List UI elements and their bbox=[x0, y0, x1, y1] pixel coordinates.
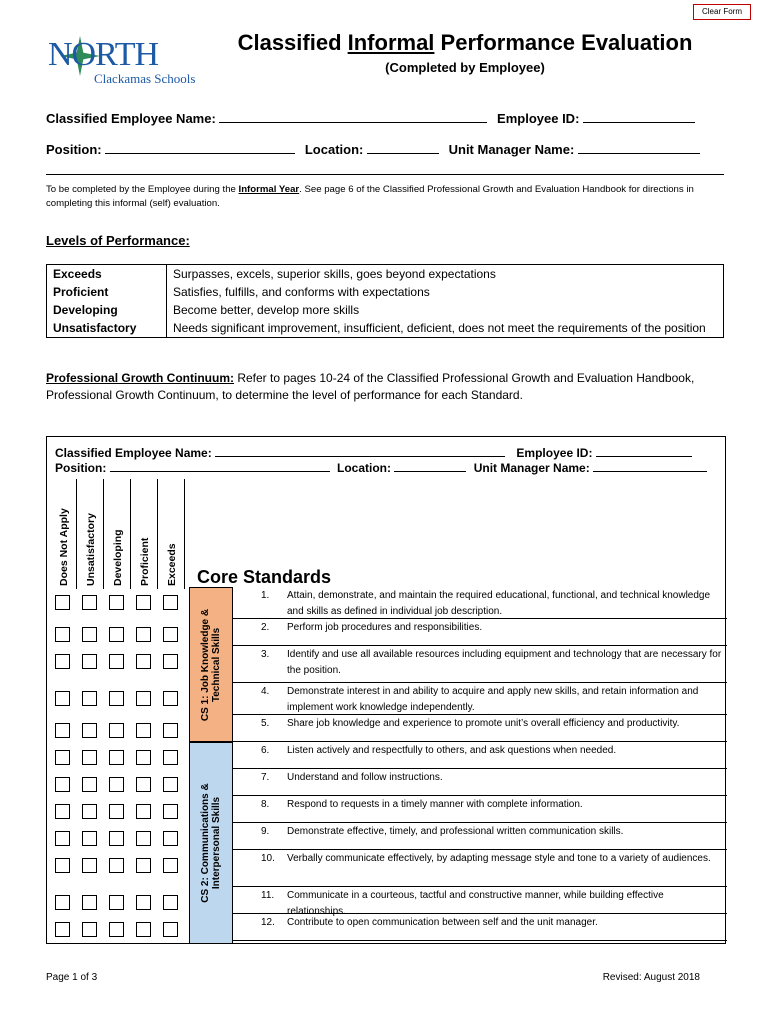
col-proficient: Proficient bbox=[131, 479, 158, 589]
instructions: To be completed by the Employee during the Informal Year. See page 6 of the Classified Professional Growth and Evaluation Handbook for directions in completing this informal (self) evaluation. bbox=[46, 184, 694, 209]
page-subtitle: (Completed by Employee) bbox=[385, 60, 545, 75]
standard-number: 5. bbox=[261, 718, 270, 729]
checkbox-developing[interactable] bbox=[109, 750, 124, 765]
divider bbox=[46, 174, 724, 175]
standard-number: 4. bbox=[261, 686, 270, 697]
rating-row bbox=[47, 915, 187, 942]
level-name: Developing bbox=[47, 301, 167, 319]
level-desc: Surpasses, excels, superior skills, goes beyond expectations bbox=[173, 267, 496, 281]
checkbox-proficient[interactable] bbox=[136, 831, 151, 846]
standard-text: Share job knowledge and experience to promote unit’s overall efficiency and productivity. bbox=[287, 718, 680, 729]
checkbox-unsatisfactory[interactable] bbox=[82, 750, 97, 765]
checkbox-proficient[interactable] bbox=[136, 922, 151, 937]
checkbox-exceeds[interactable] bbox=[163, 858, 178, 873]
employee-name-field[interactable] bbox=[219, 111, 487, 123]
checkbox-unsatisfactory[interactable] bbox=[82, 777, 97, 792]
rating-row bbox=[47, 851, 187, 878]
standard-number: 1. bbox=[261, 590, 270, 601]
checkbox-proficient[interactable] bbox=[136, 627, 151, 642]
rating-row bbox=[47, 684, 187, 711]
checkbox-does-not-apply[interactable] bbox=[55, 691, 70, 706]
checkbox-unsatisfactory[interactable] bbox=[82, 858, 97, 873]
standard-text: Identify and use all available resources including equipment and technology that are necessary for the position. bbox=[287, 649, 722, 676]
checkbox-proficient[interactable] bbox=[136, 804, 151, 819]
standard-number: 9. bbox=[261, 826, 270, 837]
checkbox-proficient[interactable] bbox=[136, 895, 151, 910]
checkbox-proficient[interactable] bbox=[136, 691, 151, 706]
checkbox-unsatisfactory[interactable] bbox=[82, 595, 97, 610]
core-standards-title: Core Standards bbox=[197, 567, 332, 587]
col-exceeds: Exceeds bbox=[158, 479, 185, 589]
checkbox-proficient[interactable] bbox=[136, 858, 151, 873]
col-does-not-apply: Does Not Apply bbox=[50, 479, 77, 589]
header-employee-row: Classified Employee Name: Employee ID: bbox=[46, 111, 695, 126]
checkbox-does-not-apply[interactable] bbox=[55, 858, 70, 873]
standard-number: 10. bbox=[261, 853, 275, 864]
rating-row bbox=[47, 743, 187, 770]
standard-text: Verbally communicate effectively, by adapting message style and tone to a variety of audiences. bbox=[287, 853, 711, 864]
checkbox-does-not-apply[interactable] bbox=[55, 627, 70, 642]
standard-row bbox=[233, 587, 727, 619]
checkbox-developing[interactable] bbox=[109, 691, 124, 706]
page-number: Page 1 of 3 bbox=[46, 972, 98, 983]
standard-number: 7. bbox=[261, 772, 270, 783]
form-position-row: Position: Location: Unit Manager Name: bbox=[55, 460, 707, 475]
standard-text: Understand and follow instructions. bbox=[287, 772, 443, 783]
checkbox-proficient[interactable] bbox=[136, 654, 151, 669]
checkbox-exceeds[interactable] bbox=[163, 895, 178, 910]
checkbox-proficient[interactable] bbox=[136, 595, 151, 610]
rating-row bbox=[47, 716, 187, 743]
revised-date: Revised: August 2018 bbox=[602, 972, 700, 983]
form-employee-row: Classified Employee Name: Employee ID: bbox=[55, 445, 692, 460]
checkbox-unsatisfactory[interactable] bbox=[82, 654, 97, 669]
checkbox-does-not-apply[interactable] bbox=[55, 723, 70, 738]
standard-text: Contribute to open communication between self and the unit manager. bbox=[287, 917, 598, 928]
checkbox-exceeds[interactable] bbox=[163, 627, 178, 642]
cs2-band bbox=[189, 742, 233, 944]
standard-number: 8. bbox=[261, 799, 270, 810]
checkbox-developing[interactable] bbox=[109, 895, 124, 910]
col-unsatisfactory: Unsatisfactory bbox=[77, 479, 104, 589]
level-name: Proficient bbox=[47, 283, 167, 301]
standard-row bbox=[233, 823, 727, 850]
checkbox-proficient[interactable] bbox=[136, 723, 151, 738]
checkbox-does-not-apply[interactable] bbox=[55, 595, 70, 610]
standard-row bbox=[233, 914, 727, 941]
level-row bbox=[47, 283, 724, 301]
checkbox-unsatisfactory[interactable] bbox=[82, 895, 97, 910]
employee-id-field[interactable] bbox=[583, 111, 695, 123]
level-row bbox=[47, 265, 724, 284]
level-row bbox=[47, 301, 724, 319]
logo-subtitle: Clackamas Schools bbox=[94, 71, 196, 86]
level-name: Unsatisfactory bbox=[47, 319, 167, 338]
checkbox-does-not-apply[interactable] bbox=[55, 922, 70, 937]
clear-form-button[interactable]: Clear Form bbox=[693, 4, 751, 20]
checkbox-developing[interactable] bbox=[109, 723, 124, 738]
checkbox-exceeds[interactable] bbox=[163, 831, 178, 846]
checkbox-proficient[interactable] bbox=[136, 777, 151, 792]
standard-text: Perform job procedures and responsibilities. bbox=[287, 622, 483, 633]
checkbox-proficient[interactable] bbox=[136, 750, 151, 765]
rating-row bbox=[47, 888, 187, 915]
checkbox-developing[interactable] bbox=[109, 654, 124, 669]
standard-row bbox=[233, 619, 727, 646]
standard-row bbox=[233, 683, 727, 715]
cs1-label: CS 1: Job Knowledge & Technical Skills bbox=[200, 608, 222, 721]
checkbox-developing[interactable] bbox=[109, 777, 124, 792]
checkbox-does-not-apply[interactable] bbox=[55, 895, 70, 910]
checkbox-developing[interactable] bbox=[109, 831, 124, 846]
checkbox-does-not-apply[interactable] bbox=[55, 750, 70, 765]
standard-number: 3. bbox=[261, 649, 270, 660]
location-field[interactable] bbox=[367, 142, 439, 154]
standard-text: Listen actively and respectfully to others, and ask questions when needed. bbox=[287, 745, 617, 756]
standard-text: Demonstrate interest in and ability to acquire and apply new skills, and retain information and implement work knowledge independently. bbox=[287, 686, 699, 713]
checkbox-does-not-apply[interactable] bbox=[55, 777, 70, 792]
rating-row bbox=[47, 797, 187, 824]
standard-number: 2. bbox=[261, 622, 270, 633]
checkbox-exceeds[interactable] bbox=[163, 595, 178, 610]
level-desc: Satisfies, fulfills, and conforms with expectations bbox=[173, 285, 430, 299]
checkbox-exceeds[interactable] bbox=[163, 922, 178, 937]
checkbox-developing[interactable] bbox=[109, 858, 124, 873]
cs1-band bbox=[189, 587, 233, 742]
standard-row bbox=[233, 887, 727, 917]
growth-continuum-note: Professional Growth Continuum: Refer to pages 10-24 of the Classified Professional Growth and Evaluation Handbook, Professional Growth Continuum, to determine the level of performance for each Standard. bbox=[46, 371, 695, 402]
checkbox-unsatisfactory[interactable] bbox=[82, 922, 97, 937]
standard-row bbox=[233, 742, 727, 769]
standard-number: 12. bbox=[261, 917, 275, 928]
standard-row bbox=[233, 796, 727, 823]
standard-text: Respond to requests in a timely manner with complete information. bbox=[287, 799, 583, 810]
evaluation-form bbox=[46, 436, 726, 944]
cs2-label: CS 2: Communications & Interpersonal Skills bbox=[200, 783, 222, 903]
standard-text: Attain, demonstrate, and maintain the required educational, functional, and technical knowledge and skills as defined in individual job description. bbox=[287, 590, 711, 617]
checkbox-does-not-apply[interactable] bbox=[55, 831, 70, 846]
form-employee-name-field[interactable] bbox=[215, 445, 505, 457]
standard-number: 11. bbox=[261, 890, 275, 901]
standard-row bbox=[233, 646, 727, 683]
form-employee-id-field[interactable] bbox=[596, 445, 692, 457]
standard-text: Communicate in a courteous, tactful and constructive manner, while building effective relationships. bbox=[287, 890, 664, 917]
checkbox-exceeds[interactable] bbox=[163, 691, 178, 706]
standard-row bbox=[233, 769, 727, 796]
levels-heading: Levels of Performance: bbox=[46, 233, 190, 248]
checkbox-does-not-apply[interactable] bbox=[55, 654, 70, 669]
form-unit-manager-field[interactable] bbox=[593, 460, 707, 472]
checkbox-exceeds[interactable] bbox=[163, 723, 178, 738]
level-name: Exceeds bbox=[47, 265, 167, 284]
form-location-field[interactable] bbox=[394, 460, 466, 472]
page-title: Classified Informal Performance Evaluation bbox=[237, 30, 693, 55]
checkbox-unsatisfactory[interactable] bbox=[82, 723, 97, 738]
checkbox-unsatisfactory[interactable] bbox=[82, 831, 97, 846]
position-field[interactable] bbox=[105, 142, 295, 154]
checkbox-developing[interactable] bbox=[109, 627, 124, 642]
checkbox-unsatisfactory[interactable] bbox=[82, 627, 97, 642]
standard-text: Demonstrate effective, timely, and professional written communication skills. bbox=[287, 826, 624, 837]
rating-row bbox=[47, 824, 187, 851]
header-position-row: Position: Location: Unit Manager Name: bbox=[46, 142, 700, 157]
checkbox-unsatisfactory[interactable] bbox=[82, 804, 97, 819]
checkbox-exceeds[interactable] bbox=[163, 654, 178, 669]
checkbox-unsatisfactory[interactable] bbox=[82, 691, 97, 706]
rating-row bbox=[47, 770, 187, 797]
checkbox-developing[interactable] bbox=[109, 595, 124, 610]
levels-table bbox=[46, 264, 724, 338]
checkbox-exceeds[interactable] bbox=[163, 804, 178, 819]
checkbox-exceeds[interactable] bbox=[163, 777, 178, 792]
level-desc: Needs significant improvement, insufficient, deficient, does not meet the requirements of the position bbox=[173, 321, 706, 335]
rating-row bbox=[47, 620, 187, 647]
level-row bbox=[47, 319, 724, 338]
col-developing: Developing bbox=[104, 479, 131, 589]
standard-number: 6. bbox=[261, 745, 270, 756]
level-desc: Become better, develop more skills bbox=[173, 303, 360, 317]
standard-row bbox=[233, 850, 727, 887]
checkbox-developing[interactable] bbox=[109, 922, 124, 937]
checkbox-developing[interactable] bbox=[109, 804, 124, 819]
logo-wordmark: NORTH bbox=[48, 36, 159, 73]
form-position-field[interactable] bbox=[110, 460, 330, 472]
rating-row bbox=[47, 647, 187, 674]
checkbox-does-not-apply[interactable] bbox=[55, 804, 70, 819]
checkbox-exceeds[interactable] bbox=[163, 750, 178, 765]
rating-row bbox=[47, 588, 187, 615]
unit-manager-field[interactable] bbox=[578, 142, 700, 154]
standard-row bbox=[233, 715, 727, 742]
